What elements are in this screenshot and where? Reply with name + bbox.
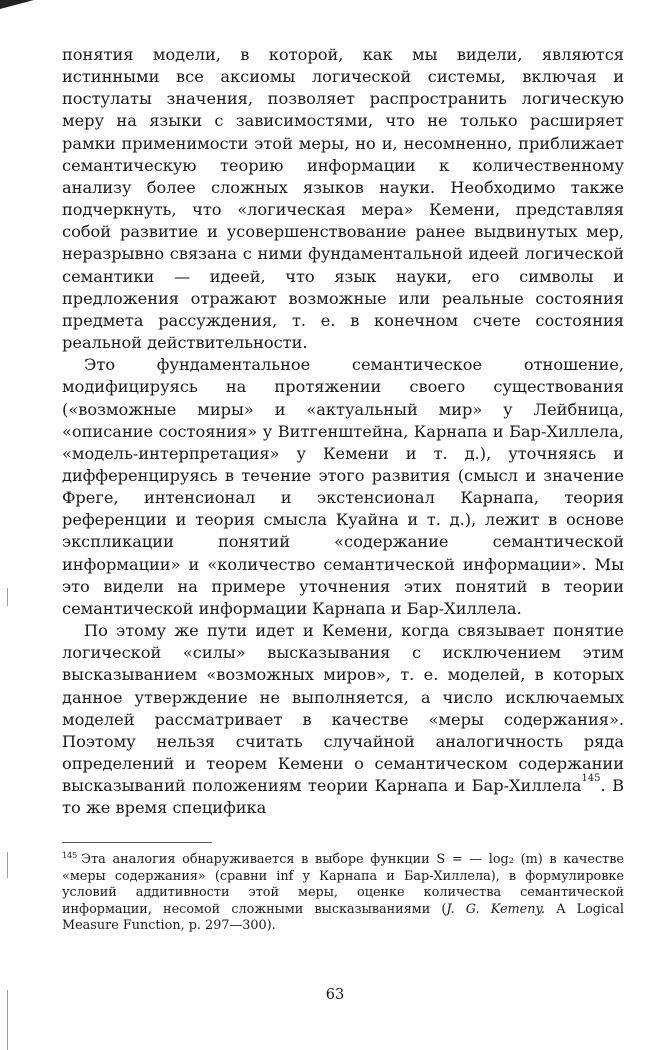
scan-corner-mark (0, 0, 34, 9)
paragraph-2: Это фундаментальное семантическое отношение, модифицируясь на протяжении своего существования («возможные миры» и «актуальный мир» у Лейбница, «описание состояния» у Витгенштейна, Карнапа и Бар-Хиллела, «модель-интерпретация» у Кемени и т. д.), уточняясь и дифференцируясь в течение этого развития (смысл и значение Фреге, интенсионал и экстенсионал Карнапа, теория референции и теория смысла Куайна и т. д.), лежит в основе экспликации понятий «содержание семантической информации» и «количество семантической информации». Мы это видели на примере уточнения этих понятий в теории семантической информации Карнапа и Бар-Хиллела. (62, 355, 624, 618)
footnote-author: J. G. Kemeny. (446, 901, 546, 917)
footnote-divider (62, 842, 212, 843)
paragraph-3 (62, 620, 624, 819)
page-body (62, 44, 624, 819)
paragraph-3-tail: . В то же время специфика (62, 776, 624, 818)
paragraph-3-text: По этому же пути идет и Кемени, когда связывает понятие логической «силы» высказывания с исключением этим высказыванием «возможных миров», т. е. моделей, в которых данное утверждение не выполняется, а число исключаемых моделей рассматривает в качестве «меры содержания». Поэтому нельзя считать случайной аналогичность ряда определений и теорем Кемени о семантическом содержании высказываний положениям теории Карнапа и Бар-Хиллела (62, 621, 624, 796)
page-number: 63 (325, 987, 345, 1003)
footnote-reference[interactable]: 145 (581, 773, 601, 785)
footnote-mark: 145 (62, 851, 78, 860)
scan-edge-line (7, 852, 8, 878)
scan-edge-line (7, 588, 8, 606)
footnote-text: Эта аналогия обнаруживается в выборе функции S = — log₂ (m) в качестве «меры содержания» (сравни inf у Карнапа и Бар-Хиллела), в формулировке условий аддитивности этой меры, оценке количества семантической информации, несомой сложными высказываниями ( (62, 852, 624, 917)
footnote-citation: A Logical Measure Function, p. 297—300). (62, 901, 624, 934)
footnote (62, 852, 624, 935)
paragraph-1: понятия модели, в которой, как мы видели, являются истинными все аксиомы логической системы, включая и постулаты значения, позволяет распространить логическую меру на языки с зависимостями, что не только расширяет рамки применимости этой меры, но и, несомненно, приближает семантическую теорию информации к количественному анализу более сложных языков науки. Необходимо также подчеркнуть, что «логическая мера» Кемени, представляя собой развитие и усовершенствование ранее выдвинутых мер, неразрывно связана с ними фундаментальной идеей логической семантики — идеей, что язык науки, его символы и предложения отражают возможные или реальные состояния предмета рассуждения, т. е. в конечном счете состояния реальной действительности. (62, 45, 624, 353)
main-text (62, 44, 624, 819)
